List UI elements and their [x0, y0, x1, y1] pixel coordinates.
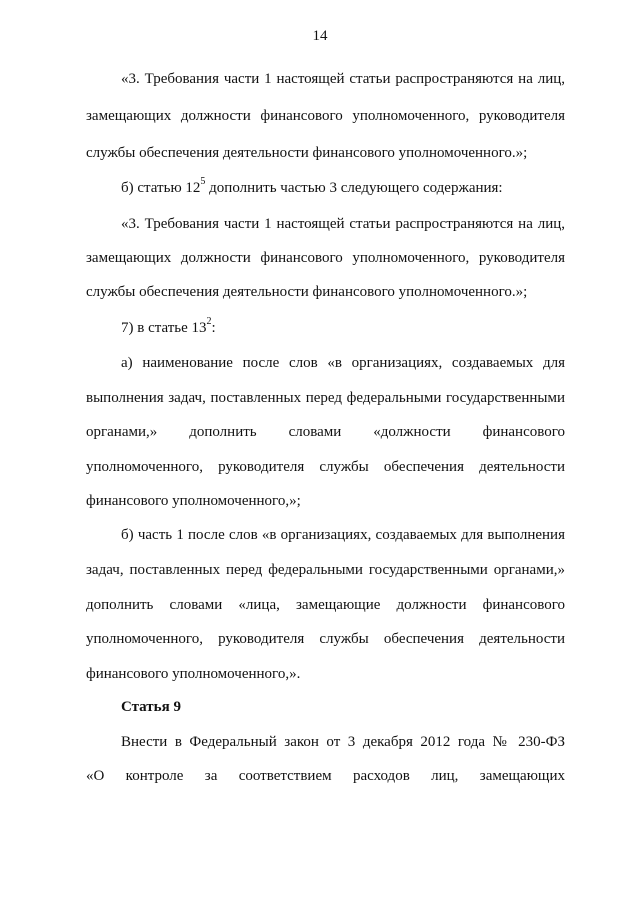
text-line: дополнить словами «лица, замещающие должности финансового: [86, 597, 565, 613]
text-line: «3. Требования части 1 настоящей статьи распространяются на лиц,: [121, 216, 565, 232]
text-line: [121, 318, 216, 338]
text-line: Внести в Федеральный закон от 3 декабря 2012 года № 230-ФЗ: [121, 734, 565, 750]
text-line: замещающих должности финансового уполномоченного, руководителя: [86, 250, 565, 266]
text-line: службы обеспечения деятельности финансового уполномоченного.»;: [86, 284, 528, 300]
text-span: 7) в статье 13: [121, 320, 207, 336]
text-line: финансового уполномоченного,».: [86, 666, 301, 682]
text-line: выполнения задач, поставленных перед федеральными государственными: [86, 390, 565, 406]
text-line: б) часть 1 после слов «в организациях, создаваемых для выполнения: [121, 527, 565, 543]
text-line: службы обеспечения деятельности финансового уполномоченного.»;: [86, 145, 528, 161]
text-line: [121, 178, 503, 198]
text-line: уполномоченного, руководителя службы обеспечения деятельности: [86, 631, 565, 647]
text-line: задач, поставленных перед федеральными государственными органами,»: [86, 562, 565, 578]
text-line: а) наименование после слов «в организациях, создаваемых для: [121, 355, 565, 371]
text-line: «3. Требования части 1 настоящей статьи распространяются на лиц,: [121, 71, 565, 87]
text-line: уполномоченного, руководителя службы обеспечения деятельности: [86, 459, 565, 475]
text-span: б) статью 12: [121, 180, 201, 196]
page-number: 14: [312, 28, 328, 44]
text-span: :: [211, 320, 216, 336]
text-span: дополнить частью 3 следующего содержания:: [205, 180, 503, 196]
text-line: финансового уполномоченного,»;: [86, 493, 301, 509]
text-line: органами,» дополнить словами «должности финансового: [86, 424, 565, 440]
text-line: «О контроле за соответствием расходов лиц, замещающих: [86, 768, 565, 784]
article-heading: Статья 9: [121, 699, 181, 715]
text-line: замещающих должности финансового уполномоченного, руководителя: [86, 108, 565, 124]
superscript: 2: [206, 316, 212, 327]
superscript: 5: [200, 176, 206, 187]
